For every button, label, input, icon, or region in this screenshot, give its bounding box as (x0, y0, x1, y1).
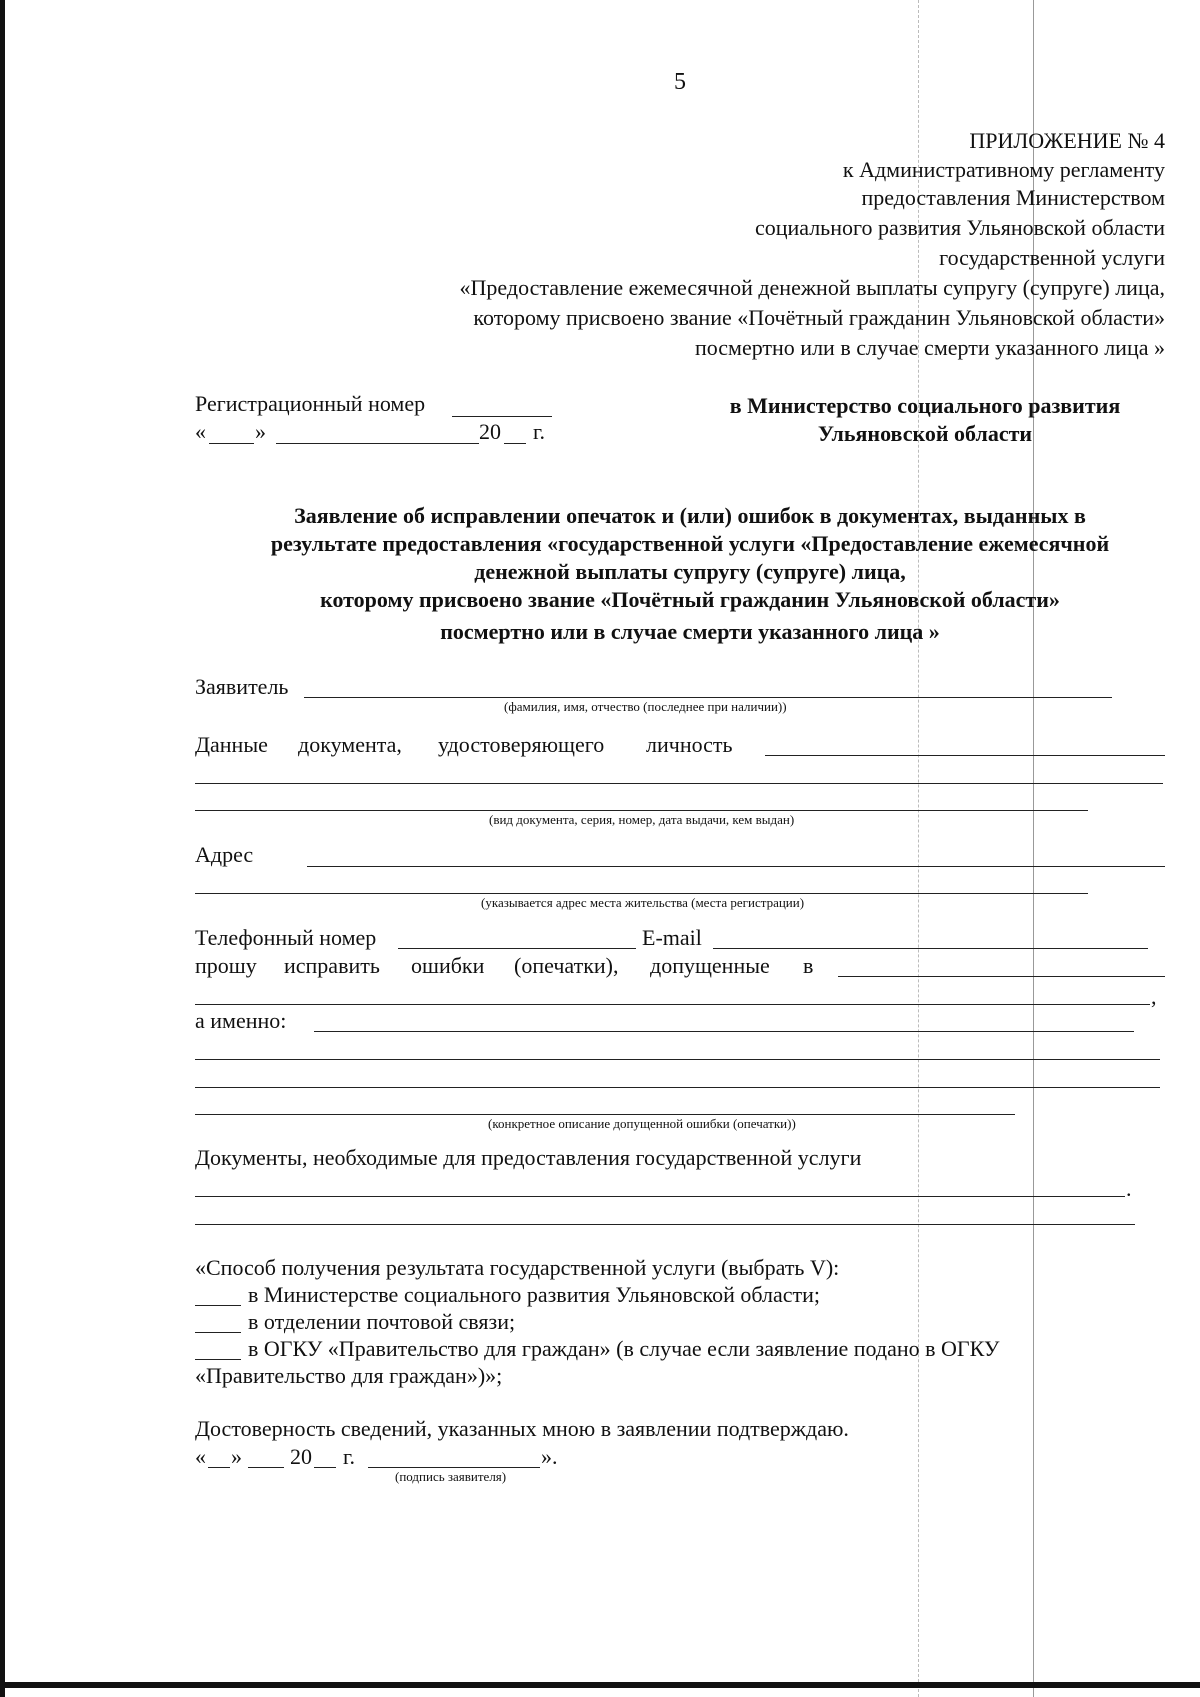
signature-hint: (подпись заявителя) (395, 1469, 507, 1484)
registration-day-field[interactable] (209, 443, 254, 444)
fix-word: прошу (195, 953, 257, 978)
scan-border-bottom (0, 1682, 1200, 1688)
appendix-line: предоставления Министерством (861, 185, 1165, 210)
phone-label: Телефонный номер (195, 925, 377, 950)
fix-word: допущенные (650, 953, 770, 978)
id-doc-field[interactable] (765, 755, 1165, 756)
appendix-line: государственной услуги (939, 245, 1165, 270)
fix-word: (опечатки), (514, 953, 619, 978)
applicant-hint: (фамилия, имя, отчество (последнее при наличии)) (504, 699, 787, 714)
method-option-label: в ОГКУ «Правительство для граждан» (в случае если заявление подано в ОГКУ (248, 1336, 1000, 1361)
error-description-field[interactable] (314, 1031, 1134, 1032)
method-title: «Способ получения результата государственной услуги (выбрать V): (195, 1255, 840, 1280)
addressee-line: в Министерство социального развития (729, 393, 1121, 418)
confirm-end: ». (541, 1444, 558, 1469)
fix-documents-field-line2[interactable] (195, 1004, 1150, 1005)
heading-line: результате предоставления «государственной услуги «Предоставление ежемесячной (270, 531, 1110, 556)
scan-artifact-line (918, 0, 919, 1697)
method-option-checkbox[interactable] (195, 1305, 241, 1306)
scan-border-left (0, 0, 5, 1697)
confirm-day-field[interactable] (208, 1467, 230, 1468)
appendix-line: «Предоставление ежемесячной денежной выплаты супругу (супруге) лица, (459, 275, 1165, 300)
confirm-quote-open: « (195, 1444, 206, 1469)
documents-field[interactable] (195, 1196, 1125, 1197)
registration-year-field[interactable] (504, 443, 526, 444)
heading-line: которому присвоено звание «Почётный гражданин Ульяновской области» (320, 587, 1060, 612)
registration-label: Регистрационный номер (195, 391, 426, 416)
id-doc-field-line2[interactable] (195, 783, 1163, 784)
documents-field-line2[interactable] (195, 1224, 1135, 1225)
confirm-quote-close: » (231, 1444, 242, 1469)
fix-word: ошибки (411, 953, 485, 978)
method-option-continuation: «Правительство для граждан»)»; (195, 1363, 503, 1388)
method-option-label: в отделении почтовой связи; (248, 1309, 516, 1334)
registration-year-suffix: г. (533, 419, 546, 444)
heading-line: Заявление об исправлении опечаток и (или) ошибок в документах, выданных в (294, 503, 1086, 528)
fix-word: в (803, 953, 814, 978)
error-description-field-line4[interactable] (195, 1114, 1015, 1115)
comma: , (1151, 984, 1157, 1009)
period: . (1126, 1176, 1132, 1201)
heading-line: посмертно или в случае смерти указанного лица » (440, 619, 940, 644)
registration-month-field[interactable] (276, 443, 479, 444)
id-doc-word: Данные (195, 732, 268, 757)
confirm-year: 20 (290, 1444, 312, 1469)
page-number: 5 (674, 69, 686, 95)
registration-date-open: « (195, 419, 206, 444)
applicant-field[interactable] (304, 697, 1112, 698)
documents-label: Документы, необходимые для предоставления государственной услуги (195, 1145, 862, 1170)
method-option-checkbox[interactable] (195, 1359, 241, 1360)
namely-label: а именно: (195, 1008, 287, 1033)
appendix-line: к Административному регламенту (842, 157, 1165, 182)
confirm-year-suffix: г. (343, 1444, 356, 1469)
signature-field[interactable] (368, 1467, 540, 1468)
method-option-checkbox[interactable] (195, 1332, 241, 1333)
id-doc-field-line3[interactable] (195, 810, 1088, 811)
email-field[interactable] (713, 948, 1148, 949)
fix-word: исправить (284, 953, 380, 978)
error-hint: (конкретное описание допущенной ошибки (опечатки)) (488, 1116, 796, 1131)
address-label: Адрес (195, 842, 254, 867)
heading-line: денежной выплаты супругу (супруге) лица, (474, 559, 906, 584)
id-doc-word: удостоверяющего (438, 732, 605, 757)
appendix-title: ПРИЛОЖЕНИЕ № 4 (969, 128, 1165, 153)
registration-date-close: » (255, 419, 266, 444)
confirmation-text: Достоверность сведений, указанных мною в заявлении подтверждаю. (195, 1416, 849, 1441)
id-doc-hint: (вид документа, серия, номер, дата выдачи, кем выдан) (489, 812, 795, 827)
address-field-line2[interactable] (195, 893, 1088, 894)
address-field[interactable] (307, 866, 1165, 867)
error-description-field-line3[interactable] (195, 1087, 1160, 1088)
phone-field[interactable] (398, 948, 636, 949)
appendix-line: посмертно или в случае смерти указанного лица » (694, 335, 1165, 360)
addressee-line: Ульяновской области (817, 421, 1033, 446)
appendix-line: социального развития Ульяновской области (754, 215, 1165, 240)
confirm-month-field[interactable] (248, 1467, 284, 1468)
fix-documents-field[interactable] (838, 976, 1165, 977)
appendix-line: которому присвоено звание «Почётный гражданин Ульяновской области» (473, 305, 1165, 330)
method-option-label: в Министерстве социального развития Ульяновской области; (248, 1282, 820, 1307)
error-description-field-line2[interactable] (195, 1059, 1160, 1060)
registration-number-field[interactable] (452, 416, 552, 417)
confirm-year-field[interactable] (314, 1467, 336, 1468)
address-hint: (указывается адрес места жительства (места регистрации) (481, 895, 805, 910)
email-label: E-mail (642, 925, 702, 950)
id-doc-word: личность (646, 732, 733, 757)
registration-year: 20 (479, 419, 501, 444)
id-doc-word: документа, (298, 732, 402, 757)
applicant-label: Заявитель (195, 674, 289, 699)
